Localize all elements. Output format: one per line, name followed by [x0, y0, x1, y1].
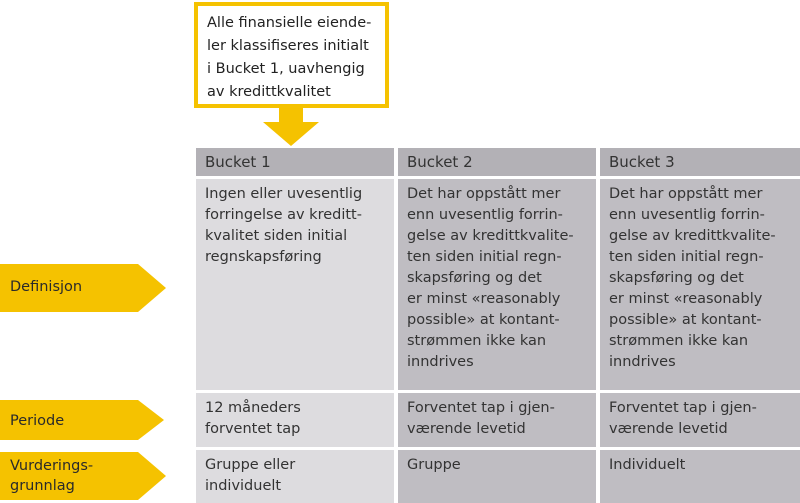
vurdering-bucket-2: Gruppe	[398, 450, 596, 503]
header-bucket-3: Bucket 3	[600, 148, 800, 176]
arrow-down-icon	[263, 108, 319, 146]
header-bucket-1: Bucket 1	[196, 148, 394, 176]
header-bucket-2: Bucket 2	[398, 148, 596, 176]
vurdering-bucket-1: Gruppe eller individuelt	[196, 450, 394, 503]
periode-bucket-3: Forventet tap i gjen- værende levetid	[600, 393, 800, 447]
row-label-definisjon: Definisjon	[0, 264, 168, 312]
callout-line: av kredittkvalitet	[207, 84, 331, 100]
row-label-vurderingsgrunnlag: Vurderings- grunnlag	[0, 452, 168, 500]
definisjon-bucket-2: Det har oppstått mer enn uvesentlig forrin- gelse av kredittkvalite- ten siden initial regn- skapsføring og det er minst «reasonably possible» at kontant- strømmen ikke kan inndrives	[398, 179, 596, 390]
callout-line: i Bucket 1, uavhengig	[207, 61, 365, 77]
periode-bucket-1: 12 måneders forventet tap	[196, 393, 394, 447]
definisjon-bucket-1: Ingen eller uvesentlig forringelse av kreditt- kvalitet siden initial regnskapsføring	[196, 179, 394, 390]
bucket1-callout	[194, 2, 389, 108]
vurdering-bucket-3: Individuelt	[600, 450, 800, 503]
definisjon-bucket-3: Det har oppstått mer enn uvesentlig forrin- gelse av kredittkvalite- ten siden initial regn- skapsføring og det er minst «reasonably possible» at kontant- strømmen ikke kan inndrives	[600, 179, 800, 390]
periode-bucket-2: Forventet tap i gjen- værende levetid	[398, 393, 596, 447]
callout-line: ler klassifiseres initialt	[207, 38, 369, 54]
row-label-periode: Periode	[0, 400, 168, 440]
callout-line: Alle finansielle eiende-	[207, 15, 372, 31]
